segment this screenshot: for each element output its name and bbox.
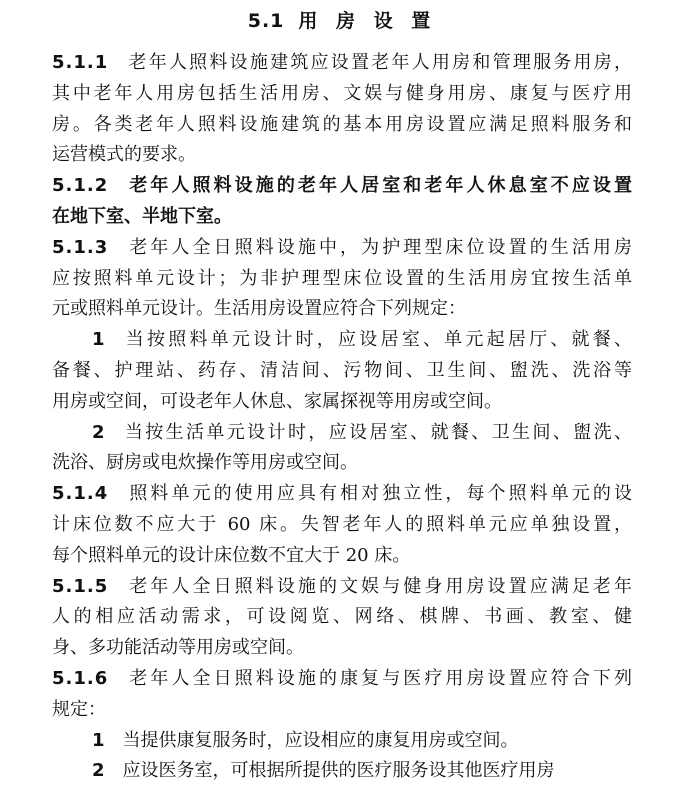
item-text: 当按照料单元设计时，应设居室、单元起居厅、就餐、 [122, 329, 632, 351]
clause-5-1-3-item-2-line-1 [52, 418, 632, 449]
clause-5-1-2-line-1 [52, 171, 632, 202]
item-number: 2 [92, 421, 105, 443]
clause-list [52, 48, 632, 787]
clause-5-1-6-item-2 [52, 756, 632, 787]
clause-5-1-3-line-1 [52, 233, 632, 264]
clause-5-1-3-item-1-line-2: 备餐、护理站、药存、清洁间、污物间、卫生间、盥洗、洗浴等 [52, 359, 632, 381]
clause-5-1-2-line-2: 在地下室、半地下室。 [52, 205, 232, 227]
clause-5-1-3-line-2: 应按照料单元设计；为非护理型床位设置的生活用房宜按生活单 [52, 267, 632, 289]
item-text: 应设医务室，可根据所提供的医疗服务设其他医疗用房 [122, 760, 555, 782]
clause-5-1-1-line-3: 房。各类老年人照料设施建筑的基本用房设置应满足照料服务和 [52, 113, 632, 135]
clause-5-1-6-item-1 [52, 726, 632, 757]
clause-5-1-1-line-4: 运营模式的要求。 [52, 144, 196, 166]
clause-5-1-6-line-1 [52, 664, 632, 695]
clause-text: 老年人全日照料设施的康复与医疗用房设置应符合下列 [126, 667, 632, 689]
item-number: 1 [92, 329, 105, 351]
clause-5-1-5-line-3: 身、多功能活动等用房或空间。 [52, 637, 304, 659]
clause-5-1-3-item-2-line-2: 洗浴、厨房或电炊操作等用房或空间。 [52, 452, 358, 474]
clause-number: 5.1.1 [52, 52, 109, 73]
clause-number: 5.1.3 [52, 236, 109, 258]
clause-5-1-4-line-3: 每个照料单元的设计床位数不宜大于 20 床。 [52, 544, 411, 566]
section-title-text: 用 房 设 置 [298, 10, 437, 32]
clause-5-1-4-line-2: 计床位数不应大于 60 床。失智老年人的照料单元应单独设置， [52, 513, 632, 535]
clause-number: 5.1.4 [52, 483, 109, 505]
clause-5-1-5-line-1 [52, 572, 632, 603]
clause-5-1-3-item-1-line-3: 用房或空间，可设老年人休息、家属探视等用房或空间。 [52, 390, 502, 412]
item-text: 当按生活单元设计时，应设居室、就餐、卫生间、盥洗、 [122, 421, 632, 443]
section-heading [52, 6, 632, 33]
clause-5-1-1-line-1 [52, 48, 632, 79]
clause-text: 老年人全日照料设施的文娱与健身用房设置应满足老年 [126, 575, 632, 597]
clause-5-1-5-line-2: 人的相应活动需求，可设阅览、网络、棋牌、书画、教室、健 [52, 606, 632, 628]
clause-5-1-4-line-1 [52, 479, 632, 510]
document-page [52, 0, 632, 782]
clause-number: 5.1.2 [52, 175, 109, 197]
clause-5-1-3-item-1-line-1 [52, 325, 632, 356]
clause-text: 老年人全日照料设施中，为护理型床位设置的生活用房 [126, 236, 632, 258]
clause-5-1-3-line-3: 元或照料单元设计。生活用房设置应符合下列规定： [52, 298, 466, 320]
item-number: 2 [92, 760, 105, 782]
section-number: 5.1 [247, 10, 285, 32]
clause-5-1-1-line-2: 其中老年人用房包括生活用房、文娱与健身用房、康复与医疗用 [52, 82, 632, 104]
item-number: 1 [92, 729, 105, 751]
clause-number: 5.1.5 [52, 575, 109, 597]
item-text: 当提供康复服务时，应设相应的康复用房或空间。 [122, 729, 519, 751]
clause-text: 照料单元的使用应具有相对独立性，每个照料单元的设 [126, 483, 632, 505]
clause-5-1-6-line-2: 规定： [52, 698, 106, 720]
clause-number: 5.1.6 [52, 667, 109, 689]
clause-text: 老年人照料设施的老年人居室和老年人休息室不应设置 [126, 175, 632, 197]
clause-text: 老年人照料设施建筑应设置老年人用房和管理服务用房， [126, 52, 632, 73]
